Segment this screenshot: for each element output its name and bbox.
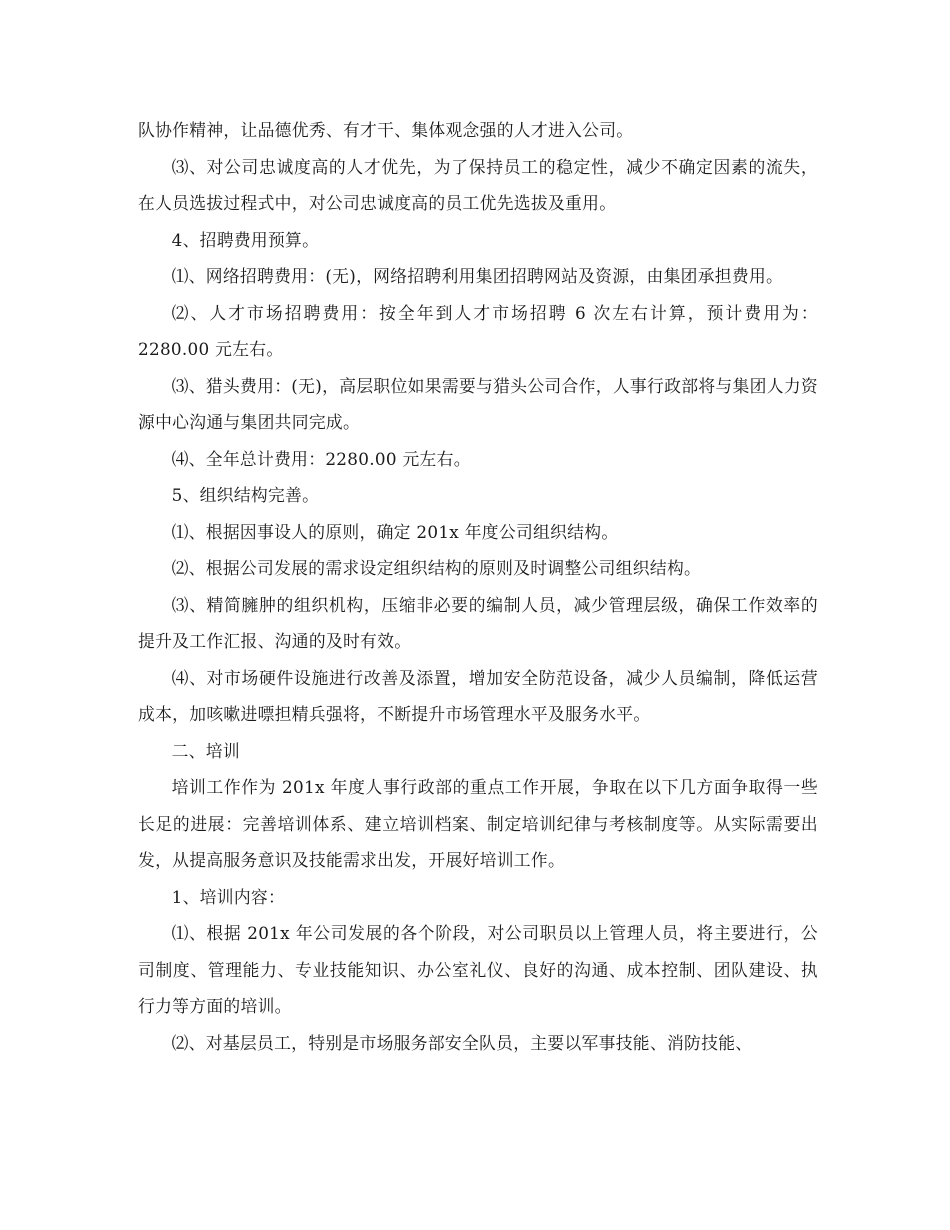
paragraph: ⑵、人才市场招聘费用：按全年到人才市场招聘 6 次左右计算，预计费用为：2280.00 元左右。 xyxy=(138,302,818,359)
paragraph: ⑴、网络招聘费用：(无)，网络招聘利用集团招聘网站及资源，由集团承担费用。 xyxy=(171,266,784,286)
document-body xyxy=(138,112,818,1061)
paragraph: 培训工作作为 201x 年度人事行政部的重点工作开展，争取在以下几方面争取得一些长足的进展：完善培训体系、建立培训档案、制定培训纪律与考核制度等。从实际需要出发，从提高服务意识及技能需求出发，开展好培训工作。 xyxy=(138,777,818,870)
paragraph: ⑶、精简臃肿的组织机构，压缩非必要的编制人员，减少管理层级，确保工作效率的提升及工作汇报、沟通的及时有效。 xyxy=(138,594,818,651)
paragraph: ⑶、对公司忠诚度高的人才优先，为了保持员工的稳定性，减少不确定因素的流失，在人员选拔过程式中，对公司忠诚度高的员工优先选拔及重用。 xyxy=(138,156,818,213)
paragraph: ⑶、猎头费用：(无)，高层职位如果需要与猎头公司合作，人事行政部将与集团人力资源中心沟通与集团共同完成。 xyxy=(138,375,818,432)
section-heading: 1、培训内容： xyxy=(171,886,286,907)
section-heading: 二、培训 xyxy=(171,740,240,761)
paragraph: ⑴、根据因事设人的原则，确定 201x 年度公司组织结构。 xyxy=(171,521,619,542)
section-heading: 4、招聘费用预算。 xyxy=(171,229,320,250)
paragraph: ⑷、对市场硬件设施进行改善及添置，增加安全防范设备，减少人员编制，降低运营成本，加咳嗽进嘌担精兵强将，不断提升市场管理水平及服务水平。 xyxy=(138,667,818,724)
paragraph: 队协作精神，让品德优秀、有才干、集体观念强的人才进入公司。 xyxy=(138,120,634,140)
paragraph: ⑷、全年总计费用：2280.00 元左右。 xyxy=(171,448,471,469)
paragraph: ⑴、根据 201x 年公司发展的各个阶段，对公司职员以上管理人员，将主要进行，公司制度、管理能力、专业技能知识、办公室礼仪、良好的沟通、成本控制、团队建设、执行力等方面的培训。 xyxy=(138,923,818,1016)
section-heading: 5、组织结构完善。 xyxy=(171,485,320,505)
paragraph: ⑵、对基层员工，特别是市场服务部安全队员，主要以军事技能、消防技能、 xyxy=(171,1032,753,1053)
paragraph: ⑵、根据公司发展的需求设定组织结构的原则及时调整公司组织结构。 xyxy=(171,558,702,578)
